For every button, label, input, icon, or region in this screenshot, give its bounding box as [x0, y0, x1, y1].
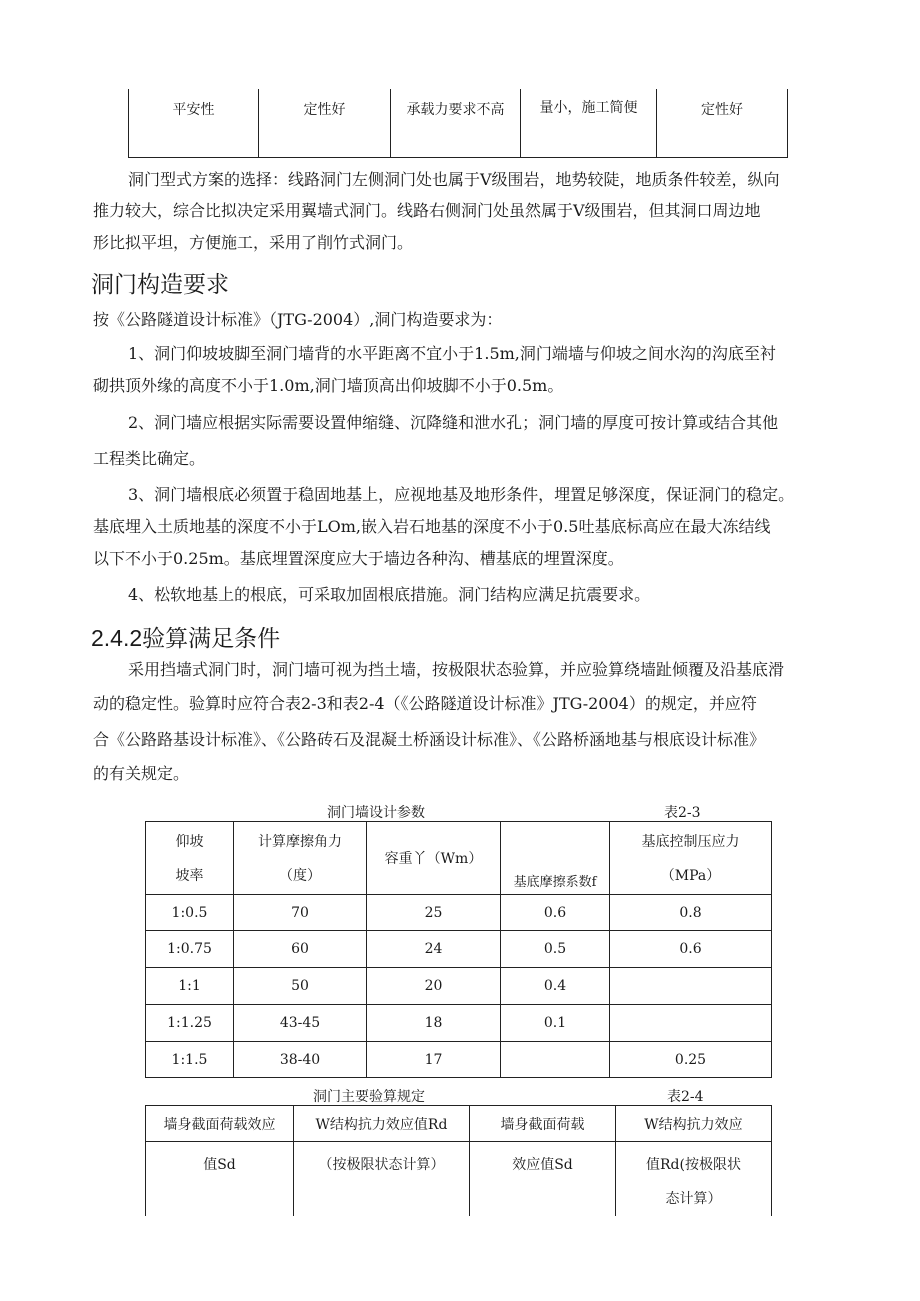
header-cell: 墙身截面荷载效应	[146, 1106, 294, 1142]
table-cell: 43-45	[234, 1005, 367, 1042]
table-row	[146, 1005, 772, 1042]
table-cell: 0.4	[501, 968, 610, 1005]
intro-line: 洞门型式方案的选择：线路洞门左侧洞门处也属于Ⅴ级围岩，地势较陡，地质条件较差，纵向	[128, 170, 780, 189]
header-cell: 容重丫（Wm）	[367, 822, 501, 895]
header-cell: 墙身截面荷载	[470, 1106, 616, 1142]
top-table-cell: 定性好	[657, 89, 788, 157]
table-number: 表2-3	[664, 805, 701, 821]
table-caption: 洞门墙设计参数	[327, 805, 425, 821]
body-line: 的有关规定。	[93, 764, 190, 783]
requirement-item: 2、洞门墙应根据实际需要设置伸缩缝、沉降缝和泄水孔；洞门墙的厚度可按计算或结合其他	[128, 413, 779, 432]
requirement-item: 基底埋入土质地基的深度不小于LOm,嵌入岩石地基的深度不小于0.5吐基底标高应在最大冻结线	[93, 517, 771, 536]
table-cell: 效应值Sd	[470, 1142, 616, 1216]
table-row	[146, 931, 772, 968]
table-cell: 70	[234, 895, 367, 931]
table-cell: 0.8	[610, 895, 772, 931]
intro-line: 推力较大，综合比拟决定采用翼墙式洞门。线路右侧洞门处虽然属于Ⅴ级围岩，但其洞口周边地	[93, 201, 761, 220]
header-text: （度）	[279, 868, 321, 884]
section-heading	[91, 620, 280, 653]
body-line: 动的稳定性。验算时应符合表2-3和表2-4（《公路隧道设计标准》JTG-2004）的规定，并应符	[93, 694, 757, 713]
header-cell: 基底摩擦系数f	[501, 822, 610, 895]
section-number: 2.4.2	[91, 625, 143, 651]
requirement-item: 4、松软地基上的根底，可采取加固根底措施。洞门结构应满足抗震要求。	[128, 585, 651, 604]
table-caption: 洞门主要验算规定	[313, 1089, 425, 1105]
top-table	[128, 89, 788, 158]
table-cell: 0.6	[501, 895, 610, 931]
requirement-item: 3、洞门墙根底必须置于稳固地基上，应视地基及地形条件，埋置足够深度，保证洞门的稳定。	[128, 485, 795, 504]
table-cell: 值Sd	[146, 1142, 294, 1216]
table-cell: 1:1.5	[146, 1042, 234, 1078]
header-text: 基底控制压应力	[641, 834, 740, 850]
header-text: 坡率	[175, 868, 204, 884]
header-cell	[610, 822, 772, 895]
section-title: 验算满足条件	[142, 626, 281, 652]
table-cell: 0.25	[610, 1042, 772, 1078]
cell-text: 态计算）	[665, 1191, 722, 1207]
section-heading: 洞门构造要求	[91, 272, 229, 298]
table-cell: 0.6	[610, 931, 772, 968]
header-text: 仰坡	[175, 834, 204, 850]
table-cell: 24	[367, 931, 501, 968]
design-params-table	[145, 821, 772, 1078]
table-cell	[501, 1042, 610, 1078]
table-cell	[610, 968, 772, 1005]
header-text: （MPa）	[660, 868, 721, 884]
table-cell: 20	[367, 968, 501, 1005]
table-cell: 1:0.75	[146, 931, 234, 968]
table-cell: 50	[234, 968, 367, 1005]
body-line: 采用挡墙式洞门时，洞门墙可视为挡土墙，按极限状态验算，并应验算绕墙趾倾覆及沿基底滑	[128, 660, 785, 679]
table-row	[146, 1142, 772, 1216]
table-cell: 18	[367, 1005, 501, 1042]
table-cell: 0.5	[501, 931, 610, 968]
table-cell: 1:0.5	[146, 895, 234, 931]
table-cell	[610, 1005, 772, 1042]
lead-text: 按《公路隧道设计标准》（JTG-2004）,洞门构造要求为：	[93, 310, 503, 329]
table-number: 表2-4	[667, 1089, 704, 1105]
requirement-item: 以下不小于0.25m。基底埋置深度应大于墙边各种沟、槽基底的埋置深度。	[93, 549, 624, 568]
top-table-cell: 承载力要求不高	[391, 89, 521, 157]
header-cell: W结构抗力效应	[616, 1106, 772, 1142]
requirement-item: 1、洞门仰坡坡脚至洞门墙背的水平距离不宜小于1.5m,洞门端墙与仰坡之间水沟的沟底至衬	[128, 344, 776, 363]
table-cell: 60	[234, 931, 367, 968]
table-cell: 1:1.25	[146, 1005, 234, 1042]
table-cell: 1:1	[146, 968, 234, 1005]
table-row	[146, 968, 772, 1005]
table-row	[146, 1042, 772, 1078]
top-table-cell: 平安性	[129, 89, 259, 157]
top-table-cell: 量小，施工简便	[521, 89, 657, 157]
body-line: 合《公路路基设计标准》、《公路砖石及混凝土桥涵设计标准》、《公路桥涵地基与根底设计标准》	[93, 730, 766, 749]
header-cell	[146, 822, 234, 895]
table-cell: 0.1	[501, 1005, 610, 1042]
top-table-cell: 定性好	[259, 89, 391, 157]
requirement-item: 砌拱顶外缘的高度不小于1.0m,洞门墙顶高出仰坡脚不小于0.5m。	[93, 376, 564, 395]
table-cell	[616, 1142, 772, 1216]
table-cell: 17	[367, 1042, 501, 1078]
header-cell	[234, 822, 367, 895]
table-cell: 38-40	[234, 1042, 367, 1078]
header-cell: W结构抗力效应值Rd	[294, 1106, 470, 1142]
cell-text: 值Rd(按极限状	[646, 1157, 741, 1173]
table-cell: 25	[367, 895, 501, 931]
verification-table	[145, 1105, 772, 1216]
requirement-item: 工程类比确定。	[93, 449, 206, 468]
table-row	[146, 895, 772, 931]
table-row	[146, 1106, 772, 1142]
header-text: 计算摩擦角力	[258, 834, 342, 850]
table-cell: （按极限状态计算）	[294, 1142, 470, 1216]
intro-line: 形比拟平坦，方便施工，采用了削竹式洞门。	[93, 233, 414, 252]
